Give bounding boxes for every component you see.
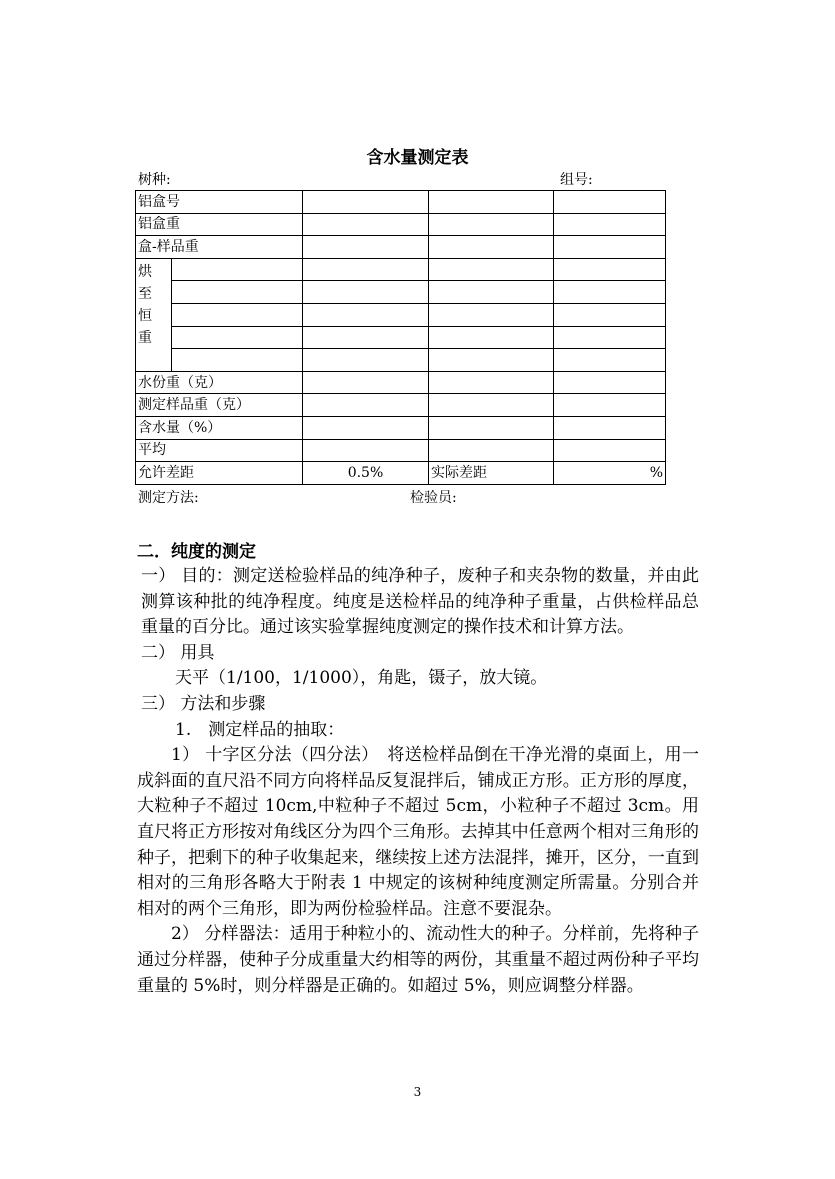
table-cell	[554, 191, 666, 214]
table-cell	[303, 439, 429, 462]
actual-diff-label: 实际差距	[429, 462, 554, 485]
table-cell	[554, 213, 666, 236]
section-body	[137, 564, 699, 999]
table-cell	[554, 394, 666, 417]
table-cell	[172, 349, 303, 372]
bake-char: 重	[138, 329, 152, 346]
section-heading: 二．纯度的测定	[137, 542, 256, 562]
table-cell	[554, 236, 666, 259]
table-cell	[303, 394, 429, 417]
table-cell	[429, 394, 554, 417]
table-row	[136, 416, 666, 439]
table-cell	[554, 349, 666, 372]
page-number: 3	[413, 1085, 422, 1099]
step-1-title: 1. 测定样品的抽取：	[175, 719, 345, 740]
table-cell	[303, 213, 429, 236]
table-cell	[303, 303, 429, 326]
table-row	[136, 349, 666, 372]
group-label: 组号:	[560, 172, 593, 188]
table-cell	[554, 303, 666, 326]
moisture-table	[135, 190, 666, 485]
method-label: 测定方法:	[138, 490, 199, 506]
row-label-box-no: 铝盒号	[136, 191, 303, 214]
table-cell	[429, 191, 554, 214]
bake-char: 烘	[138, 263, 152, 280]
species-label: 树种:	[138, 172, 171, 188]
table-cell	[554, 258, 666, 281]
table-cell	[429, 281, 554, 304]
table-cell	[303, 326, 429, 349]
method-2-paragraph: 2） 分样器法：适用于种粒小的、流动性大的种子。分样前，先将种子通过分样器，使种子分成重量大约相等的两份，其重量不超过两份种子平均重量的 5%时，则分样器是正确的。如超过 5%，则应调整分样器。	[137, 924, 699, 996]
table-cell	[429, 213, 554, 236]
table-cell	[303, 416, 429, 439]
table-cell	[554, 439, 666, 462]
table-cell	[429, 416, 554, 439]
table-row	[136, 303, 666, 326]
bake-char: 恒	[138, 307, 152, 324]
table-cell	[303, 371, 429, 394]
table-row	[136, 236, 666, 259]
table-cell	[554, 281, 666, 304]
table-cell	[429, 371, 554, 394]
tools-title: 二） 用具	[141, 642, 215, 663]
row-label-water-weight: 水份重（克）	[136, 371, 303, 394]
table-row	[136, 281, 666, 304]
table-cell	[554, 326, 666, 349]
table-cell	[303, 191, 429, 214]
table-cell	[429, 349, 554, 372]
purpose-paragraph: 一） 目的：测定送检验样品的纯净种子，废种子和夹杂物的数量，并由此测算该种批的纯净程度。纯度是送检样品的纯净种子重量，占供检样品总重量的百分比。通过该实验掌握纯度测定的操作技术和计算方法。	[141, 566, 699, 638]
table-cell	[303, 258, 429, 281]
table-row	[136, 213, 666, 236]
table-cell	[303, 349, 429, 372]
table-cell	[172, 281, 303, 304]
table-cell	[429, 303, 554, 326]
table-cell	[429, 258, 554, 281]
table-cell	[429, 236, 554, 259]
bake-char: 至	[138, 285, 152, 302]
table-row	[136, 371, 666, 394]
table-title: 含水量测定表	[366, 148, 469, 168]
table-row	[136, 191, 666, 214]
row-label-sample-weight: 测定样品重（克）	[136, 394, 303, 417]
allowed-diff-value: 0.5%	[303, 462, 429, 485]
table-cell	[554, 371, 666, 394]
row-label-moisture: 含水量（%）	[136, 416, 303, 439]
table-cell	[303, 281, 429, 304]
row-label-box-sample-weight: 盒-样品重	[136, 236, 303, 259]
row-label-average: 平均	[136, 439, 303, 462]
steps-title: 三） 方法和步骤	[141, 693, 266, 714]
table-row	[136, 439, 666, 462]
actual-diff-unit: %	[554, 462, 666, 485]
table-row	[136, 394, 666, 417]
tools-text: 天平（1/100，1/1000），角匙，镊子，放大镜。	[175, 668, 548, 689]
method-1-paragraph: 1） 十字区分法（四分法） 将送检样品倒在干净光滑的桌面上，用一成斜面的直尺沿不同方向将样品反复混拌后，铺成正方形。正方形的厚度，大粒种子不超过 10cm,中粒种子不超过 5cm，小粒种子不超过 3cm。用直尺将正方形按对角线区分为四个三角形。去掉其中任意两个相对三角形的种子，把剩下的种子收集起来，继续按上述方法混拌，摊开，区分，一直到相对的三角形各略大于附表 1 中规定的该树种纯度测定所需量。分别合并相对的两个三角形，即为两份检验样品。注意不要混杂。	[137, 745, 699, 919]
table-cell	[303, 236, 429, 259]
table-cell	[554, 416, 666, 439]
table-cell	[429, 326, 554, 349]
table-row	[136, 326, 666, 349]
table-cell	[429, 439, 554, 462]
table-cell	[172, 326, 303, 349]
row-label-box-weight: 铝盒重	[136, 213, 303, 236]
table-row	[136, 258, 666, 281]
table-row	[136, 462, 666, 485]
row-label-allowed-diff: 允许差距	[136, 462, 303, 485]
table-cell	[172, 258, 303, 281]
inspector-label: 检验员:	[410, 490, 457, 506]
row-label-bake-constant	[136, 258, 172, 371]
table-cell	[172, 303, 303, 326]
